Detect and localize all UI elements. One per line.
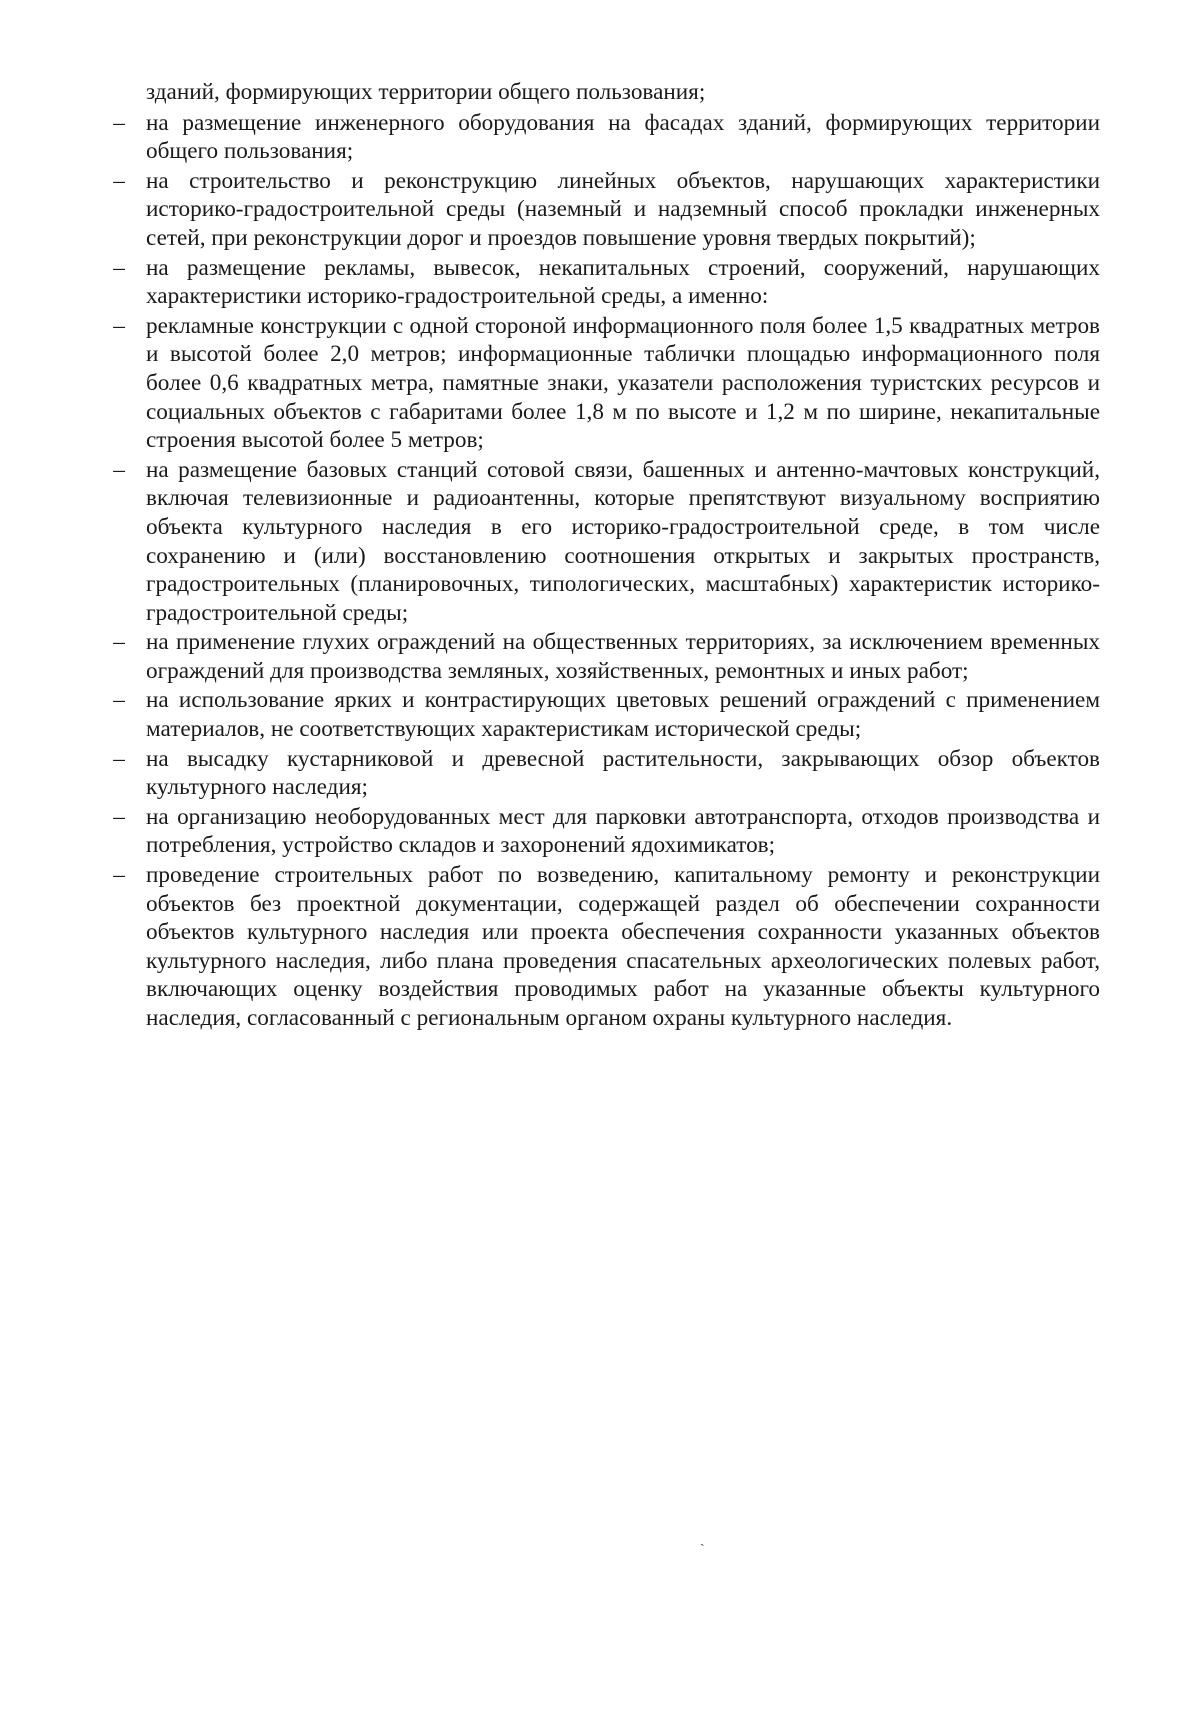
- list-item: [113, 167, 1100, 253]
- list-item: [113, 803, 1100, 860]
- dash-bullet: –: [113, 745, 125, 772]
- continuation-paragraph: зданий, формирующих территории общего пользования;: [146, 79, 706, 105]
- dash-bullet: –: [113, 629, 125, 656]
- list-item: [113, 456, 1100, 628]
- list-item: [113, 109, 1100, 166]
- dash-bullet: –: [113, 167, 125, 194]
- list-item: [113, 312, 1100, 455]
- dash-bullet: –: [113, 312, 125, 339]
- document-body: [113, 78, 1100, 1034]
- dash-bullet: –: [113, 687, 125, 714]
- restrictions-list: [113, 109, 1100, 1033]
- dash-bullet: –: [113, 254, 125, 281]
- list-item-text: на строительство и реконструкцию линейных объектов, нарушающих характеристики историко-градостроительной среды (наземный и надземный способ прокладки инженерных сетей, при реконструкции дорог и проездов повышение уровня твердых покрытий);: [146, 167, 1100, 251]
- list-item: [113, 628, 1100, 685]
- list-item: [113, 254, 1100, 311]
- scan-speck-mark: ˏ: [700, 1532, 705, 1547]
- list-item-text: на использование ярких и контрастирующих цветовых решений ограждений с применением материалов, не соответствующих характеристикам исторической среды;: [146, 687, 1100, 743]
- dash-bullet: –: [113, 456, 125, 483]
- list-item: [113, 686, 1100, 743]
- dash-bullet: –: [113, 109, 125, 136]
- list-item-text: на применение глухих ограждений на общественных территориях, за исключением временных ограждений для производства земляных, хозяйственных, ремонтных и иных работ;: [146, 629, 1100, 684]
- list-item-text: на высадку кустарниковой и древесной растительности, закрывающих обзор объектов культурного наследия;: [146, 745, 1100, 801]
- list-item-text: на размещение инженерного оборудования на фасадах зданий, формирующих территории общего пользования;: [146, 109, 1100, 165]
- dash-bullet: –: [113, 803, 125, 830]
- list-item-text: проведение строительных работ по возведению, капитальному ремонту и реконструкции объектов без проектной документации, содержащей раздел об обеспечении сохранности объектов культурного наследия или проекта обеспечения сохранности указанных объектов культурного наследия, либо плана проведения спасательных археологических полевых работ, включающих оценку воздействия проводимых работ на указанные объекты культурного наследия, согласованный с региональным органом охраны культурного наследия.: [146, 862, 1100, 1031]
- list-item: [113, 745, 1100, 802]
- list-item: [113, 861, 1100, 1033]
- list-item-text: рекламные конструкции с одной стороной информационного поля более 1,5 квадратных метров и высотой более 2,0 метров; информационные таблички площадью информационного поля более 0,6 квадратных метра, памятные знаки, указатели расположения туристских ресурсов и социальных объектов с габаритами более 1,8 м по высоте и 1,2 м по ширине, некапитальные строения высотой более 5 метров;: [146, 312, 1100, 454]
- list-item-text: на организацию необорудованных мест для парковки автотранспорта, отходов производства и потребления, устройство складов и захоронений ядохимикатов;: [146, 803, 1100, 859]
- dash-bullet: –: [113, 862, 125, 889]
- list-item-text: на размещение базовых станций сотовой связи, башенных и антенно-мачтовых конструкций, включая телевизионные и радиоантенны, которые препятствуют визуальному восприятию объекта культурного наследия в его историко-градостроительной среде, в том числе сохранению и (или) восстановлению соотношения открытых и закрытых пространств, градостроительных (планировочных, типологических, масштабных) характеристик историко-градостроительной среды;: [146, 456, 1100, 626]
- list-item-text: на размещение рекламы, вывесок, некапитальных строений, сооружений, нарушающих характеристики историко-градостроительной среды, а именно:: [146, 254, 1100, 310]
